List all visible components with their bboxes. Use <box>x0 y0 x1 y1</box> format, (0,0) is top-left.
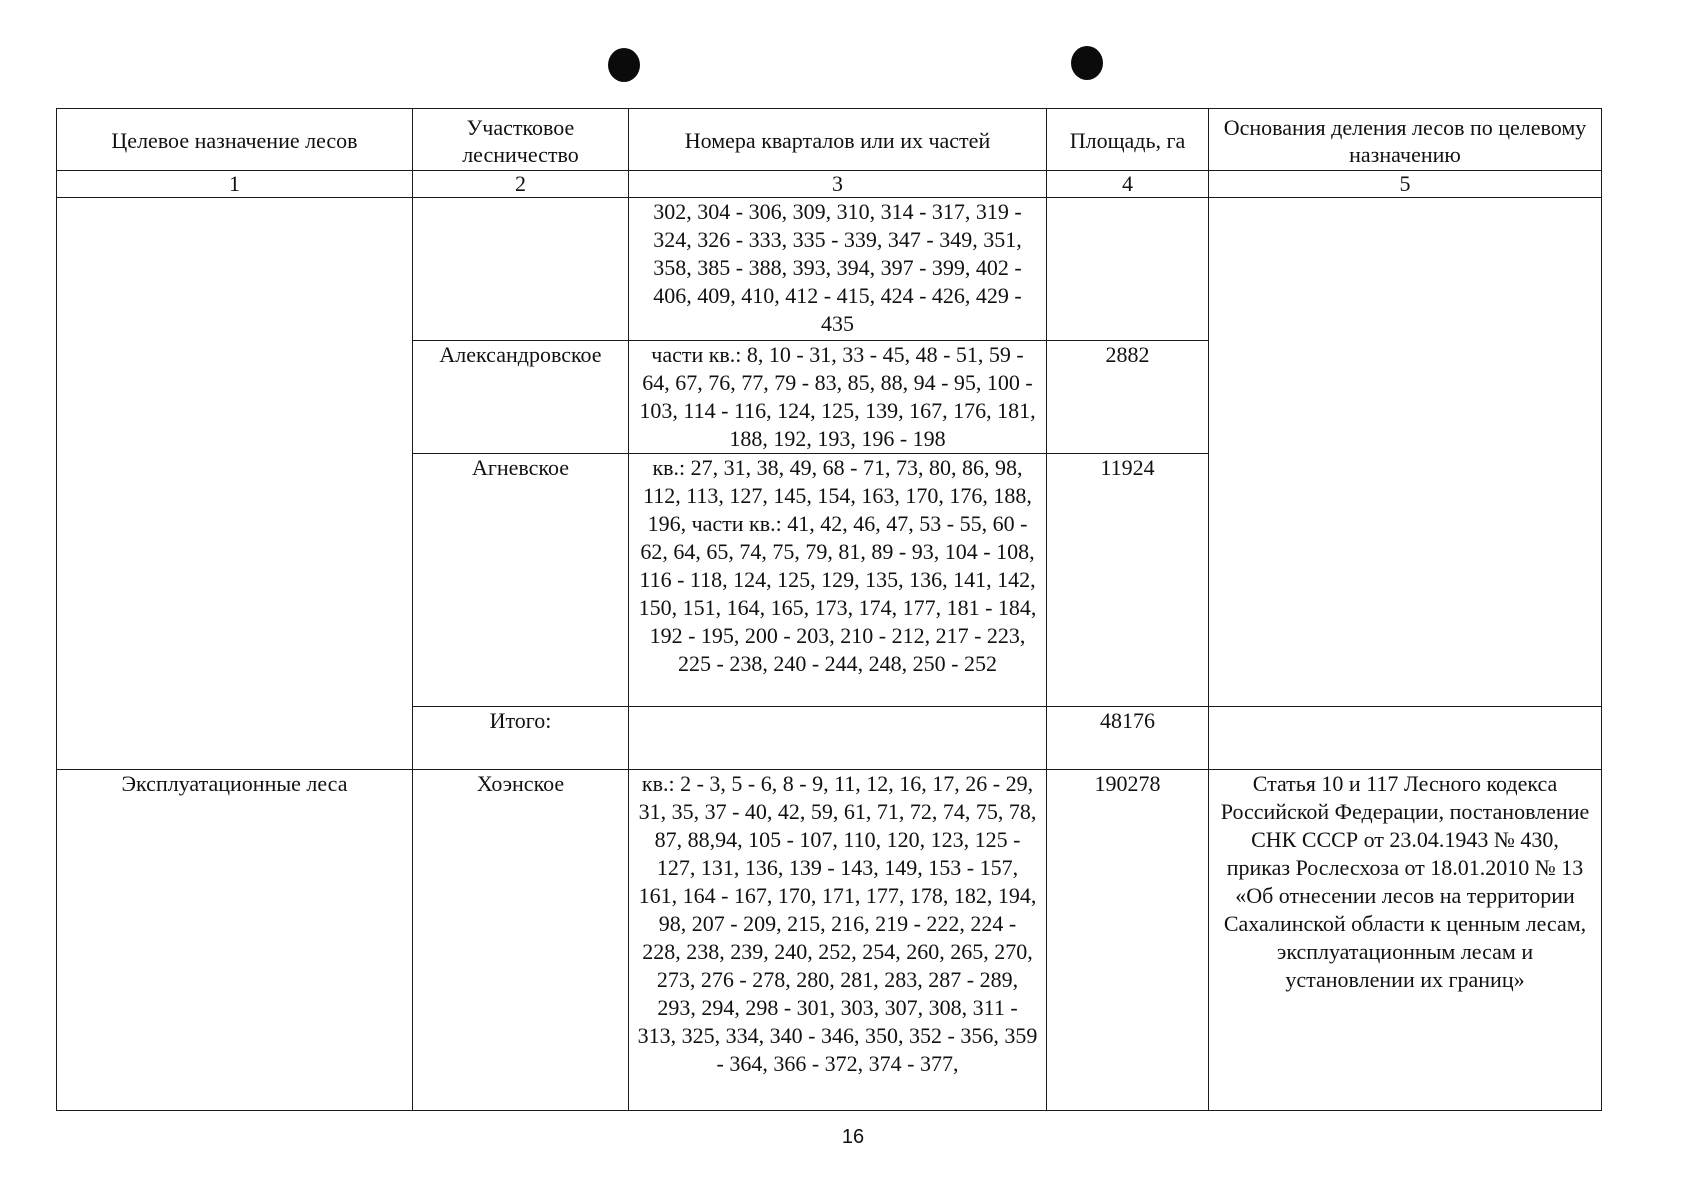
purpose-cell <box>57 454 413 707</box>
purpose-cell <box>57 707 413 770</box>
page-number: 16 <box>841 1126 865 1148</box>
purpose-cell <box>57 198 413 341</box>
quarters-cell: кв.: 2 - 3, 5 - 6, 8 - 9, 11, 12, 16, 17, 26 - 29, 31, 35, 37 - 40, 42, 59, 61, 71, 72, 74, 75, 78, 87, 88,94, 105 - 107, 110, 120, 123, 125 - 127, 131, 136, 139 - 143, 149, 153 - 157, 161, 164 - 167, 170, 171, 177, 178, 182, 194, 98, 207 - 209, 215, 216, 219 - 222, 224 - 228, 238, 239, 240, 252, 254, 260, 265, 270, 273, 276 - 278, 280, 281, 283, 287 - 289, 293, 294, 298 - 301, 303, 307, 308, 311 - 313, 325, 334, 340 - 346, 350, 352 - 356, 359 - 364, 366 - 372, 374 - 377, <box>629 770 1047 1111</box>
quarters-cell: части кв.: 8, 10 - 31, 33 - 45, 48 - 51, 59 - 64, 67, 76, 77, 79 - 83, 85, 88, 94 - 95, 100 - 103, 114 - 116, 124, 125, 139, 167, 176, 181, 188, 192, 193, 196 - 198 <box>629 341 1047 454</box>
column-number: 4 <box>1047 171 1209 198</box>
table-row <box>57 770 1602 1111</box>
table-row <box>57 198 1602 341</box>
area-cell: 11924 <box>1047 454 1209 707</box>
purpose-cell <box>57 341 413 454</box>
header-basis: Основания деления лесов по целевому назначению <box>1209 109 1602 171</box>
column-number: 1 <box>57 171 413 198</box>
quarters-cell: 302, 304 - 306, 309, 310, 314 - 317, 319 - 324, 326 - 333, 335 - 339, 347 - 349, 351, 358, 385 - 388, 393, 394, 397 - 399, 402 - 406, 409, 410, 412 - 415, 424 - 426, 429 - 435 <box>629 198 1047 341</box>
quarters-cell: кв.: 27, 31, 38, 49, 68 - 71, 73, 80, 86, 98, 112, 113, 127, 145, 154, 163, 170, 176, 188, 196, части кв.: 41, 42, 46, 47, 53 - 55, 60 - 62, 64, 65, 74, 75, 79, 81, 89 - 93, 104 - 108, 116 - 118, 124, 125, 129, 135, 136, 141, 142, 150, 151, 164, 165, 173, 174, 177, 181 - 184, 192 - 195, 200 - 203, 210 - 212, 217 - 223, 225 - 238, 240 - 244, 248, 250 - 252 <box>629 454 1047 707</box>
forest-purpose-table <box>56 108 1602 1111</box>
basis-cell <box>1209 198 1602 341</box>
column-number: 2 <box>413 171 629 198</box>
forestry-cell: Агневское <box>413 454 629 707</box>
area-cell <box>1047 198 1209 341</box>
basis-cell <box>1209 707 1602 770</box>
binder-hole <box>608 48 640 82</box>
total-area: 48176 <box>1047 707 1209 770</box>
column-number: 5 <box>1209 171 1602 198</box>
forestry-cell: Александровское <box>413 341 629 454</box>
forestry-cell <box>413 198 629 341</box>
table-row-total <box>57 707 1602 770</box>
basis-cell <box>1209 454 1602 707</box>
area-cell: 2882 <box>1047 341 1209 454</box>
header-forestry: Участковое лесничество <box>413 109 629 171</box>
basis-cell <box>1209 341 1602 454</box>
binder-hole <box>1071 46 1103 80</box>
quarters-cell <box>629 707 1047 770</box>
basis-cell: Статья 10 и 117 Лесного кодекса Российской Федерации, постановление СНК СССР от 23.04.1943 № 430, приказ Рослесхоза от 18.01.2010 № 13 «Об отнесении лесов на территории Сахалинской области к ценным лесам, эксплуатационным лесам и установлении их границ» <box>1209 770 1602 1111</box>
column-number: 3 <box>629 171 1047 198</box>
area-cell: 190278 <box>1047 770 1209 1111</box>
total-label: Итого: <box>413 707 629 770</box>
header-quarters: Номера кварталов или их частей <box>629 109 1047 171</box>
forestry-cell: Хоэнское <box>413 770 629 1111</box>
table-row <box>57 341 1602 454</box>
header-purpose: Целевое назначение лесов <box>57 109 413 171</box>
table-row <box>57 454 1602 707</box>
column-number-row <box>57 171 1602 198</box>
table-header-row <box>57 109 1602 171</box>
header-area: Площадь, га <box>1047 109 1209 171</box>
purpose-cell: Эксплуатационные леса <box>57 770 413 1111</box>
